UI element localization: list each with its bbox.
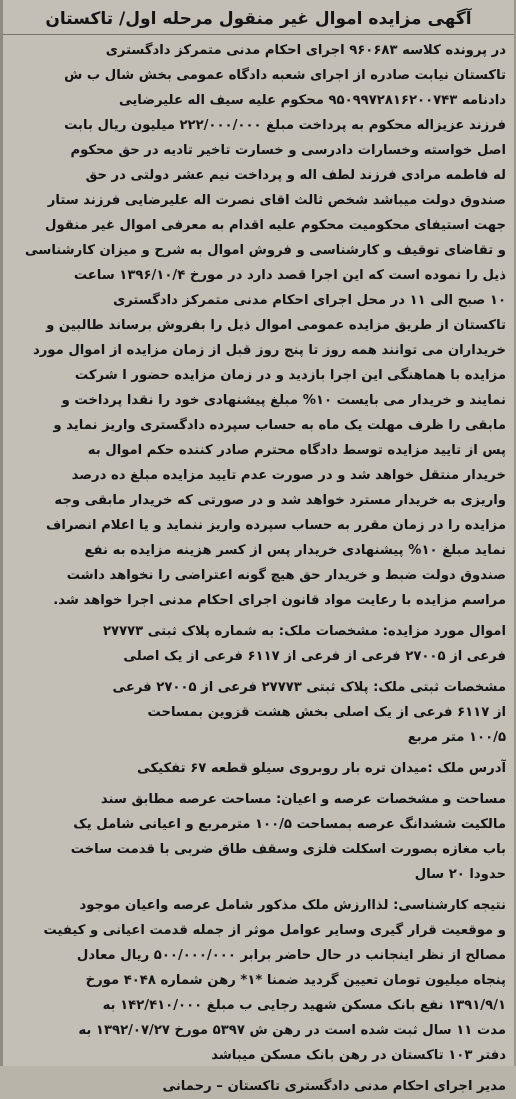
text-line: باب مغازه بصورت اسکلت فلزی وسقف طاق ضربی با قدمت ساخت — [70, 842, 506, 857]
text-line: اصل خواسته وخسارات دادرسی و خسارت تاخیر تادیه در حق محکوم — [70, 143, 506, 158]
text-line: ۱۰۰/۵ متر مربع — [407, 730, 506, 745]
text-line: حدودا ۲۰ سال — [414, 867, 506, 882]
paragraph-area-specs — [11, 787, 506, 887]
text-line: دفتر ۱۰۳ تاکستان در رهن بانک مسکن میباشد — [211, 1048, 506, 1063]
text-line: دادنامه ۹۵۰۹۹۷۲۸۱۶۲۰۰۷۴۳ محکوم علیه سیف اله علیرضایی — [118, 93, 506, 108]
text-line: و موقعیت قرار گیری وسایر عوامل موثر از جمله قدمت اعیانی و کیفیت — [43, 923, 506, 938]
paragraph-expert-conclusion — [11, 893, 506, 1068]
text-line: مدت ۱۱ سال ثبت شده است در رهن ش ۵۳۹۷ مورخ ۱۳۹۲/۰۷/۲۷ به — [78, 1023, 506, 1038]
text-line: مابقی را ظرف مهلت یک ماه به حساب سپرده دادگستری واریز نماید و — [53, 418, 506, 433]
text-line: واریزی به خریدار مسترد خواهد شد و در صورتی که خریدار مابقی وجه — [54, 493, 506, 508]
text-line: مزایده با هماهنگی این اجرا بازدید و در زمان مزایده حضور ا شرکت — [74, 368, 506, 383]
text-line: تاکستان نیابت صادره از اجرای شعبه دادگاه عمومی بخش شال ب ش — [64, 68, 506, 83]
text-line: صندوق دولت ضبط و خریدار حق هیچ گونه اعتراضی را نخواهد داشت — [66, 568, 506, 583]
paragraph-property-subject — [11, 619, 506, 669]
text-line: مزایده را در زمان مقرر به حساب سپرده واریز ننماید و یا اعلام انصراف — [46, 518, 506, 533]
text-line: در پرونده کلاسه ۹۶۰۶۸۳ اجرای احکام مدنی متمرکز دادگستری — [105, 43, 506, 58]
text-line: صندوق دولت میباشد شخص ثالث اقای نصرت اله علیرضایی فرزند ستار — [47, 193, 506, 208]
text-line: خریدار منتقل خواهد شد و در صورت عدم تایید مزایده مبلغ ده درصد — [71, 468, 506, 483]
text-line: و تقاضای توقیف و کارشناسی و فروش اموال به شرح و میزان کارشناسی — [25, 243, 506, 258]
text-line: فرزند عزیزاله محکوم به پرداخت مبلغ ۲۲۲/۰۰۰/۰۰۰ میلیون ریال بابت — [64, 118, 506, 133]
text-line: ۱۳۹۱/۹/۱ نفع بانک مسکن شهید رجایی ب مبلغ ۱۴۲/۴۱۰/۰۰۰ به — [102, 998, 506, 1013]
text-line: خریداران می توانند همه روز تا پنج روز قبل از زمان مزایده از اموال مورد — [32, 343, 506, 358]
notice-title: آگهی مزایده اموال غیر منقول مرحله اول/ تاکستان — [3, 4, 514, 35]
text-line: ذیل را نموده است که این اجرا قصد دارد در مورخ ۱۳۹۶/۱۰/۴ ساعت — [73, 268, 506, 283]
paragraph-main-body — [11, 38, 506, 613]
text-line: مالکیت ششدانگ عرصه بمساحت ۱۰۰/۵ مترمربع و اعیانی شامل یک — [73, 817, 506, 832]
text-line: مشخصات ثبتی ملک: پلاک ثبتی ۲۷۷۷۳ فرعی از ۲۷۰۰۵ فرعی — [112, 680, 506, 695]
text-line: له فاطمه مرادی فرزند لطف اله و پرداخت نیم عشر دولتی در حق — [85, 168, 506, 183]
paragraph-property-address — [11, 756, 506, 781]
text-line: نتیجه کارشناسی: لذاارزش ملک مذکور شامل عرصه واعیان موجود — [79, 898, 506, 913]
text-line: اموال مورد مزایده: مشخصات ملک: به شماره پلاک ثبتی ۲۷۷۷۳ — [102, 624, 506, 639]
text-line: نمایند و خریدار می بایست ۱۰% مبلغ پیشنهادی خود را نقدا پرداخت و — [61, 393, 506, 408]
paragraph-registration-details — [11, 675, 506, 750]
text-line: آدرس ملک :میدان تره بار روبروی سیلو قطعه ۶۷ تفکیکی — [137, 761, 506, 776]
signature-line: مدیر اجرای احکام مدنی دادگستری تاکستان – رحمانی — [162, 1079, 506, 1094]
text-line: ۱۰ صبح الی ۱۱ در محل اجرای احکام مدنی متمرکز دادگستری — [113, 293, 506, 308]
text-line: مصالح از نظر اینجانب در حال حاضر برابر ۵۰۰/۰۰۰/۰۰۰ ریال معادل — [76, 948, 506, 963]
text-line: فرعی از ۲۷۰۰۵ فرعی از فرعی از ۶۱۱۷ فرعی از یک اصلی — [123, 649, 506, 664]
text-line: پس از تایید مزایده توسط دادگاه محترم صادر کننده حکم اموال به — [87, 443, 506, 458]
text-line: جهت استیفای محکومیت محکوم علیه اقدام به معرفی اموال غیر منقول — [45, 218, 506, 233]
text-line: از ۶۱۱۷ فرعی از یک اصلی بخش هشت قزوین بمساحت — [147, 705, 506, 720]
text-line: مراسم مزایده با رعایت مواد قانون اجرای احکام مدنی اجرا خواهد شد. — [53, 593, 506, 608]
text-line: پنجاه میلیون تومان تعیین گردید ضمنا *۱* رهن شماره ۴۰۴۸ مورخ — [85, 973, 506, 988]
text-line: نماید مبلغ ۱۰% پیشنهادی خریدار پس از کسر هزینه مزایده به نفع — [84, 543, 506, 558]
text-line: مساحت و مشخصات عرصه و اعیان: مساحت عرصه مطابق سند — [100, 792, 506, 807]
text-line: تاکستان از طریق مزایده عمومی اموال ذیل را بفروش برساند طالبین و — [46, 318, 506, 333]
notice-body — [11, 38, 506, 1094]
